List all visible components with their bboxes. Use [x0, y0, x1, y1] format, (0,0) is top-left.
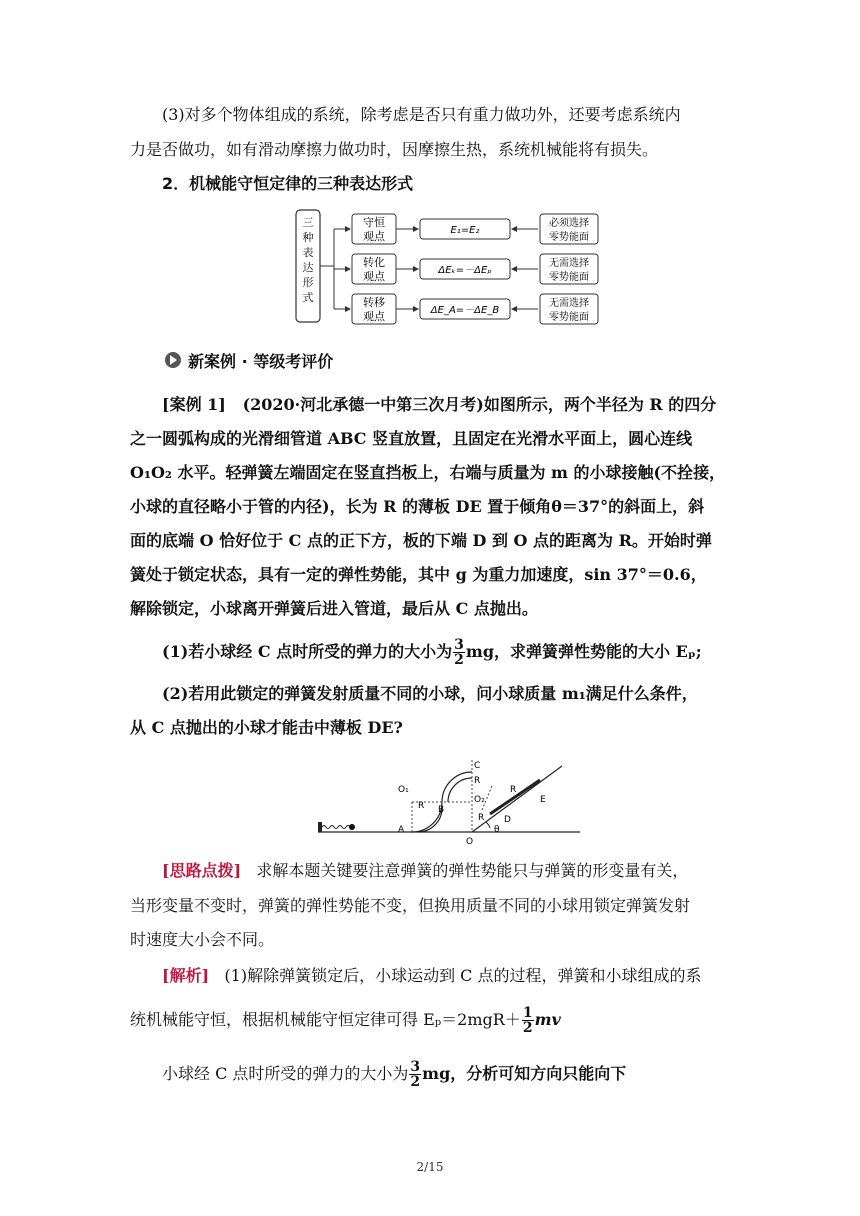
analysis-tag: [解析]: [162, 966, 210, 985]
label-e: E: [540, 795, 546, 805]
section-arrow-icon: [164, 351, 182, 369]
analysis-text: mg，分析可知方向只能向下: [422, 1064, 627, 1083]
fraction-denominator: 2: [454, 652, 464, 668]
spring: [322, 826, 350, 829]
case-tag: [案例 1]: [162, 395, 226, 414]
question-2-cont: 从 C 点抛出的小球才能击中薄板 DE?: [130, 718, 403, 737]
case-line: 簧处于锁定状态，具有一定的弹性势能，其中 g 为重力加速度，sin 37°＝0.6，: [130, 565, 707, 584]
label-b: B: [438, 805, 445, 815]
fraction-numerator: 3: [454, 637, 464, 653]
view-label: 观点: [363, 270, 385, 283]
analysis-text: 统机械能守恒，根据机械能守恒定律可得 Eₚ＝2mgR＋: [130, 1010, 521, 1029]
analysis-text: (1)解除弹簧锁定后，小球运动到 C 点的过程，弹簧和小球组成的系: [224, 966, 702, 985]
paragraph-line: (3)对多个物体组成的系统，除考虑是否只有重力做功外，还要考虑系统内: [162, 105, 681, 124]
paragraph-line: 力是否做功，如有滑动摩擦力做功时，因摩擦生热，系统机械能将有损失。: [130, 140, 659, 159]
question-text: mg，求弹簧弹性势能的大小 Eₚ;: [465, 642, 702, 661]
case-line: 小球的直径略小于管的内径)，长为 R 的薄板 DE 置于倾角θ＝37°的斜面上，斜: [130, 497, 705, 516]
page-number: 2/15: [416, 1160, 444, 1174]
label-c: C: [474, 761, 481, 771]
root-label: 三种表达形式: [302, 216, 314, 304]
label-theta: θ: [494, 825, 500, 835]
analysis-first-line: [162, 965, 702, 987]
note-label: 零势能面: [549, 312, 589, 323]
fraction: [409, 1060, 421, 1089]
label-r3: R: [478, 813, 485, 823]
formula-label: E₁=E₂: [450, 225, 480, 236]
hint-first-line: [162, 860, 688, 882]
analysis-line: [162, 1060, 626, 1089]
pipe-spring-figure: [314, 752, 582, 844]
case-text: 如图所示，两个半径为 R 的四分: [483, 395, 717, 414]
formula-label: ΔEₖ=－ΔEₚ: [438, 265, 492, 276]
analysis-text: mv: [534, 1010, 561, 1029]
fraction-numerator: 1: [522, 1005, 533, 1021]
case-line: 解除锁定，小球离开弹簧后进入管道，最后从 C 点抛出。: [130, 599, 538, 618]
label-o1: O₁: [398, 785, 409, 795]
note-label: 零势能面: [549, 232, 589, 243]
view-label: 转移: [363, 296, 385, 309]
hint-text: 求解本题关键要注意弹簧的弹性势能只与弹簧的形变量有关，: [256, 861, 689, 880]
analysis-line: [130, 1006, 561, 1035]
label-r2: R: [418, 801, 425, 811]
ball: [349, 824, 355, 830]
case-source: (2020·河北承德一中第三次月考): [242, 395, 484, 414]
section-title: 新案例 · 等级考评价: [188, 352, 334, 371]
view-label: 观点: [363, 230, 385, 243]
hint-line: 时速度大小会不同。: [130, 930, 275, 949]
expression-forms-diagram: [294, 208, 604, 328]
note-label: 无需选择: [549, 298, 589, 309]
fraction-denominator: 2: [410, 1074, 421, 1090]
label-r: R: [474, 776, 481, 786]
wall-block: [318, 822, 322, 832]
fraction-denominator: 2: [522, 1020, 533, 1036]
fraction: [453, 638, 465, 667]
formula-label: ΔE_A=－ΔE_B: [430, 305, 500, 316]
label-a: A: [398, 825, 405, 835]
label-o2: O₂: [474, 795, 485, 805]
label-r4: R: [510, 785, 517, 795]
note-label: 必须选择: [549, 218, 589, 229]
section-heading: 2．机械能守恒定律的三种表达形式: [162, 174, 414, 193]
question-1: [162, 638, 702, 667]
view-label: 守恒: [363, 216, 385, 229]
fraction: [522, 1006, 534, 1035]
view-label: 转化: [363, 256, 385, 269]
note-label: 零势能面: [549, 272, 589, 283]
case-first-line: [162, 394, 716, 416]
label-d: D: [504, 815, 511, 825]
case-line: 之一圆弧构成的光滑细管道 ABC 竖直放置，且固定在光滑水平面上，圆心连线: [130, 429, 693, 448]
hint-line: 当形变量不变时，弹簧的弹性势能不变，但换用质量不同的小球用锁定弹簧发射: [130, 896, 691, 915]
question-2: (2)若用此锁定的弹簧发射质量不同的小球，问小球质量 m₁满足什么条件，: [162, 684, 698, 703]
case-line: 面的底端 O 恰好位于 C 点的正下方，板的下端 D 到 O 点的距离为 R。开始时弹: [130, 531, 712, 550]
analysis-text: 小球经 C 点时所受的弹力的大小为: [162, 1064, 409, 1083]
note-label: 无需选择: [549, 258, 589, 269]
view-label: 观点: [363, 310, 385, 323]
hint-tag: [思路点拨]: [162, 861, 242, 880]
question-text: (1)若小球经 C 点时所受的弹力的大小为: [162, 642, 453, 661]
label-o: O: [466, 837, 474, 844]
case-line: O₁O₂ 水平。轻弹簧左端固定在竖直挡板上，右端与质量为 m 的小球接触(不拴接，: [130, 463, 726, 482]
fraction-numerator: 3: [410, 1059, 421, 1075]
